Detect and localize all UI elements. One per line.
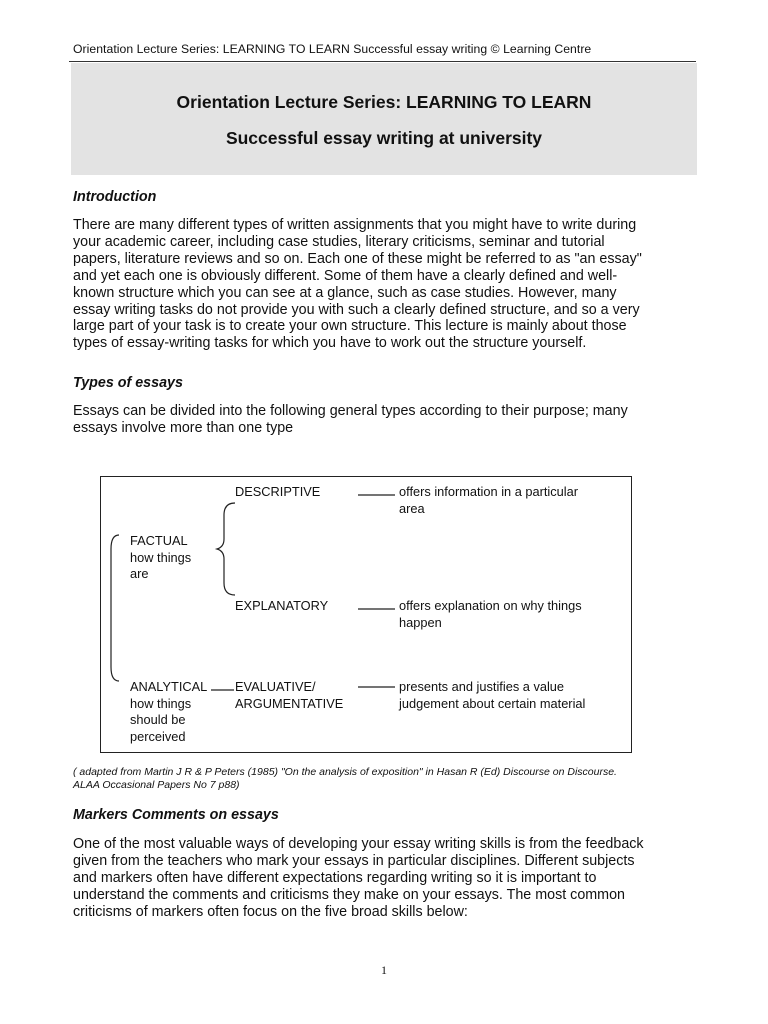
text-line: EVALUATIVE/ bbox=[235, 679, 316, 694]
text-line: DESCRIPTIVE bbox=[235, 484, 321, 499]
text-line: should be bbox=[130, 712, 186, 727]
text-line: perceived bbox=[130, 728, 186, 744]
text-line: offers explanation on why things bbox=[399, 598, 582, 613]
text-line: how things bbox=[130, 695, 192, 711]
inner-brace bbox=[217, 503, 235, 595]
descriptive-type bbox=[235, 484, 320, 501]
text-line: ALAA Occasional Papers No 7 p88) bbox=[73, 779, 240, 792]
text-line: and yet each one is obviously different. Some of them have a clearly defined and well- bbox=[73, 267, 618, 284]
source-note bbox=[73, 766, 713, 793]
text-line: large part of your task is to create your own structure. This lecture is mainly about those bbox=[73, 318, 627, 335]
text-line: judgement about certain material bbox=[399, 695, 586, 711]
text-line: ( adapted from Martin J R & P Peters (1985) "On the analysis of exposition" in Hasan R (Ed) Discourse on Discourse. bbox=[73, 766, 617, 778]
text-line: ARGUMENTATIVE bbox=[235, 695, 344, 711]
text-line: criticisms of markers often focus on the five broad skills below: bbox=[73, 903, 468, 920]
text-line: known structure which you can see at a glance, such as case studies. However, many bbox=[73, 284, 617, 301]
text-line: how things bbox=[130, 549, 192, 565]
header-rule bbox=[69, 61, 696, 62]
text-line: There are many different types of written assignments that you might have to write during bbox=[73, 217, 637, 233]
running-header: Orientation Lecture Series: LEARNING TO LEARN Successful essay writing © Learning Centre bbox=[73, 42, 592, 56]
evaluative-definition bbox=[399, 679, 585, 712]
text-line: presents and justifies a value bbox=[399, 679, 565, 694]
text-line: papers, literature reviews and so on. Each one of these might be referred to as "an essay" bbox=[73, 250, 642, 267]
text-line: area bbox=[399, 500, 425, 516]
text-line: happen bbox=[399, 614, 442, 630]
descriptive-definition bbox=[399, 484, 578, 517]
analytical-label bbox=[130, 679, 207, 745]
text-line: ANALYTICAL bbox=[130, 679, 208, 694]
markers-comments-paragraph bbox=[73, 836, 723, 921]
text-line: One of the most valuable ways of developing your essay writing skills is from the feedback bbox=[73, 836, 644, 852]
text-line: types of essay-writing tasks for which you have to work out the structure yourself. bbox=[73, 335, 587, 352]
essay-types-diagram bbox=[100, 476, 632, 753]
explanatory-type bbox=[235, 598, 328, 615]
introduction-heading: Introduction bbox=[73, 189, 157, 205]
factual-label bbox=[130, 533, 191, 583]
page-number: 1 bbox=[381, 963, 387, 977]
text-line: are bbox=[130, 566, 149, 581]
markers-comments-heading: Markers Comments on essays bbox=[73, 807, 279, 823]
evaluative-type bbox=[235, 679, 343, 712]
introduction-paragraph bbox=[73, 217, 723, 352]
types-of-essays-heading: Types of essays bbox=[73, 375, 183, 391]
text-line: your academic career, including case studies, literary criticisms, seminar and tutorial bbox=[73, 233, 605, 250]
document-title: Orientation Lecture Series: LEARNING TO LEARN bbox=[176, 92, 592, 112]
explanatory-definition bbox=[399, 598, 582, 631]
text-line: Essays can be divided into the following general types according to their purpose; many bbox=[73, 403, 628, 419]
text-line: given from the teachers who mark your essays in particular disciplines. Different subjects bbox=[73, 852, 635, 869]
types-of-essays-paragraph bbox=[73, 403, 723, 437]
text-line: EXPLANATORY bbox=[235, 598, 329, 613]
outer-bracket bbox=[111, 535, 119, 681]
document-subtitle: Successful essay writing at university bbox=[225, 128, 543, 148]
text-line: and markers often have different expectations regarding writing so it is important to bbox=[73, 869, 597, 886]
text-line: essays involve more than one type bbox=[73, 419, 294, 436]
text-line: FACTUAL bbox=[130, 533, 188, 548]
title-box bbox=[71, 63, 697, 175]
text-line: offers information in a particular bbox=[399, 484, 579, 499]
text-line: understand the comments and criticisms they make on your essays. The most common bbox=[73, 886, 625, 903]
text-line: essay writing tasks do not provide you with such a clearly defined structure, and so a very bbox=[73, 301, 640, 318]
